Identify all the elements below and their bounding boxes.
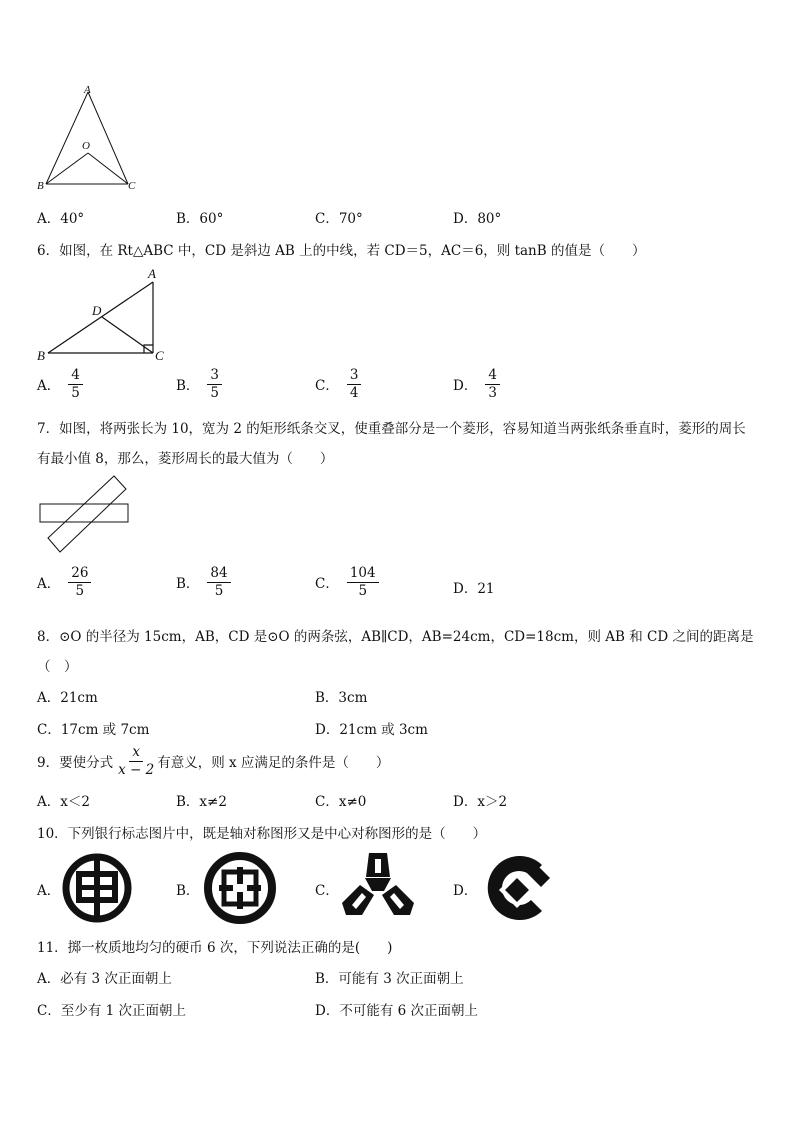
- q11-option-c[interactable]: C．至少有 1 次正面朝上: [37, 1003, 187, 1019]
- q5-label-a: A: [84, 84, 91, 96]
- q6-option-b[interactable]: B． $\frac{3}{5}$: [176, 368, 222, 401]
- q6-stem: 6．如图，在 Rt△ABC 中，CD 是斜边 AB 上的中线，若 CD＝5，AC＝6，则 tanB 的值是（ ）: [37, 243, 646, 259]
- q6-label-d: D: [92, 303, 102, 318]
- icbc-like-logo-icon[interactable]: [203, 851, 277, 925]
- q8-stem-line1: 8．⊙O 的半径为 15cm，AB，CD 是⊙O 的两条弦，AB∥CD，AB=24cm，CD=18cm，则 AB 和 CD 之间的距离是: [37, 629, 754, 645]
- q7-option-a[interactable]: A． $\frac{26}{5}$: [37, 566, 91, 599]
- q9-stem: 9．要使分式 $\frac{x}{x - 2}$ 有意义，则 x 应满足的条件是（ ）: [37, 744, 390, 778]
- q8-stem-line2: （ ）: [37, 659, 78, 675]
- q9-option-a[interactable]: A．x＜2: [37, 794, 90, 810]
- q5-label-c: C: [128, 180, 136, 192]
- bank-of-china-like-logo-icon[interactable]: [61, 852, 133, 924]
- q9-option-b[interactable]: B．x≠2: [176, 794, 227, 810]
- q6-option-a[interactable]: A． $\frac{4}{5}$: [37, 368, 83, 401]
- q8-option-c[interactable]: C．17cm 或 7cm: [37, 722, 150, 738]
- q7-option-c[interactable]: C． $\frac{104}{5}$: [315, 566, 379, 599]
- q11-option-d[interactable]: D．不可能有 6 次正面朝上: [315, 1003, 478, 1019]
- q6-option-d[interactable]: D． $\frac{4}{3}$: [453, 368, 500, 401]
- q10-option-a-key[interactable]: A．: [37, 883, 61, 899]
- q7-option-d[interactable]: D．21: [453, 581, 495, 597]
- q7-stem-line2: 有最小值 8，那么，菱形周长的最大值为（ ）: [37, 451, 334, 467]
- three-arm-logo-icon[interactable]: [340, 851, 416, 921]
- q8-option-d[interactable]: D．21cm 或 3cm: [315, 722, 428, 738]
- q6-option-c[interactable]: C． $\frac{3}{4}$: [315, 368, 361, 401]
- q5-option-d[interactable]: D．80°: [453, 211, 502, 227]
- q9-option-d[interactable]: D．x＞2: [453, 794, 508, 810]
- q5-triangle-figure: [36, 82, 146, 192]
- q5-label-b: B: [37, 180, 44, 192]
- q10-option-c-key[interactable]: C．: [315, 883, 339, 899]
- q6-label-c: C: [155, 348, 164, 363]
- ccb-like-logo-icon[interactable]: [479, 850, 555, 926]
- q10-stem: 10．下列银行标志图片中，既是轴对称图形又是中心对称图形的是（ ）: [37, 826, 487, 842]
- q7-stem-line1: 7．如图，将两张长为 10，宽为 2 的矩形纸条交叉，使重叠部分是一个菱形，容易知道当两张纸条垂直时，菱形的周长: [37, 421, 746, 437]
- q8-option-b[interactable]: B．3cm: [315, 690, 368, 706]
- q9-option-c[interactable]: C．x≠0: [315, 794, 367, 810]
- q6-label-a: A: [148, 266, 156, 281]
- q10-option-d-key[interactable]: D．: [453, 883, 478, 899]
- q11-option-a[interactable]: A．必有 3 次正面朝上: [37, 971, 172, 987]
- q8-option-a[interactable]: A．21cm: [37, 690, 98, 706]
- q5-option-c[interactable]: C．70°: [315, 211, 363, 227]
- q7-option-b[interactable]: B． $\frac{84}{5}$: [176, 566, 231, 599]
- q5-label-o: O: [82, 140, 90, 152]
- q7-crossed-strips-figure: [36, 472, 136, 554]
- q11-stem: 11．掷一枚质地均匀的硬币 6 次，下列说法正确的是( ): [37, 940, 393, 956]
- q5-option-a[interactable]: A．40°: [37, 211, 85, 227]
- q11-option-b[interactable]: B．可能有 3 次正面朝上: [315, 971, 464, 987]
- q6-label-b: B: [37, 348, 45, 363]
- q5-option-b[interactable]: B．60°: [176, 211, 224, 227]
- q10-option-b-key[interactable]: B．: [176, 883, 200, 899]
